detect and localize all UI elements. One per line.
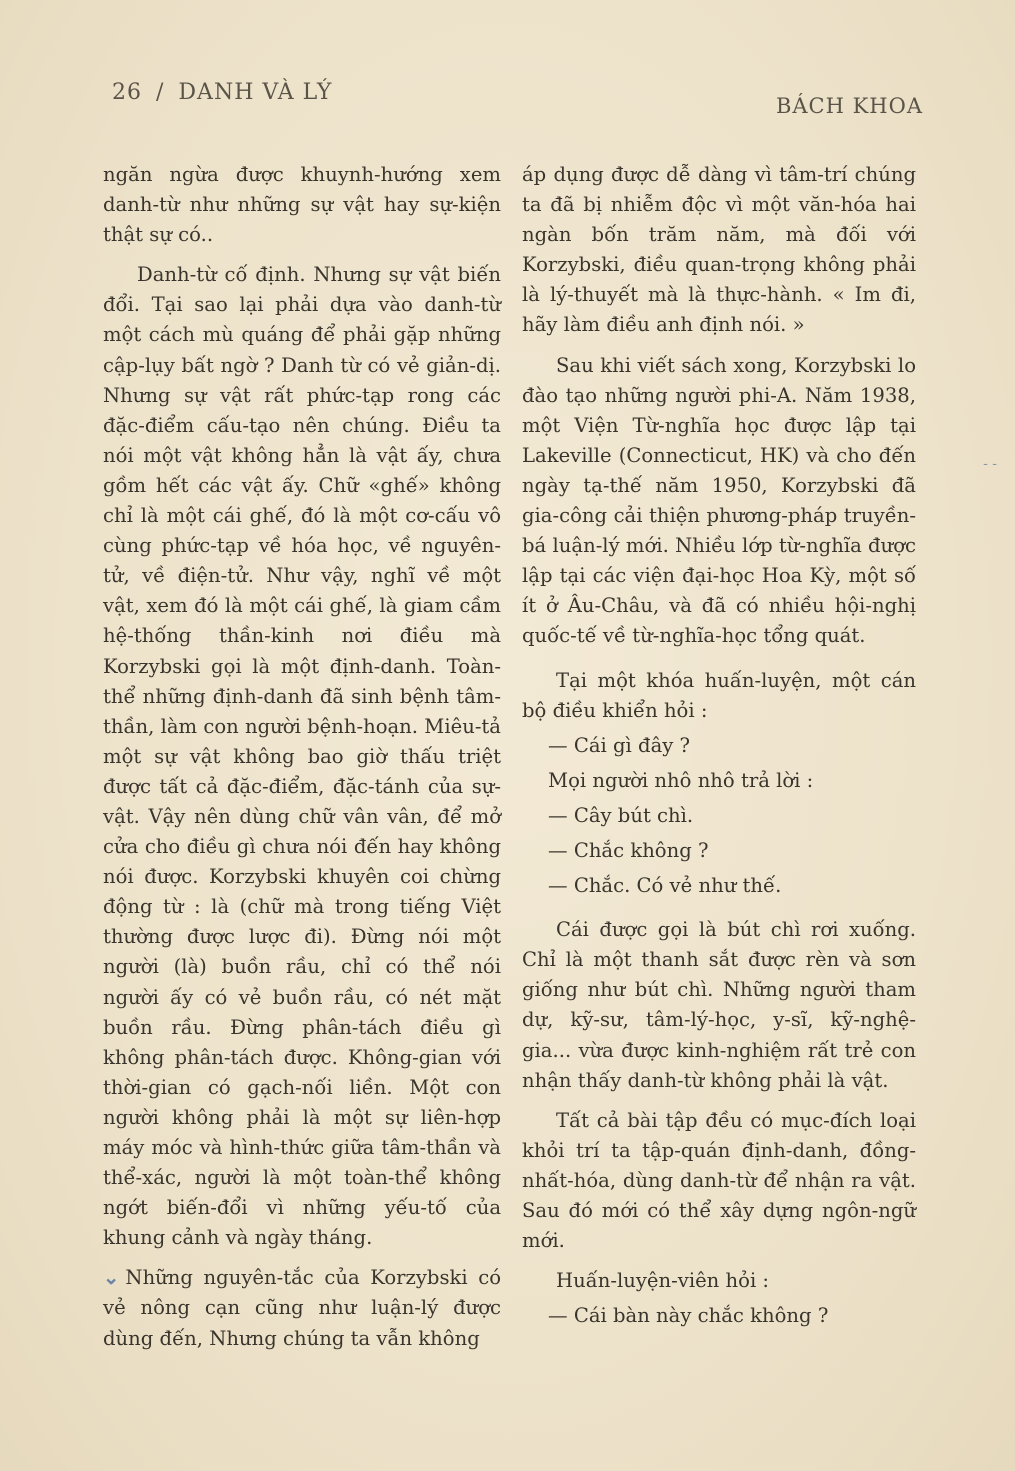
paragraph: Tại một khóa huấn-luyện, một cán bộ điều khiển hỏi : [522, 668, 916, 722]
dialogue-line: — Chắc. Có vẻ như thế. [548, 874, 782, 898]
right-column [522, 160, 916, 1331]
paragraph: ngăn ngừa được khuynh-hướng xem danh-từ như những sự vật hay sự-kiện thật sự có.. [103, 163, 501, 247]
annotation-mark: ⌄ [103, 1266, 120, 1290]
paragraph-text: Những nguyên-tắc của Korzybski có vẻ nông cạn cũng như luận-lý được dùng đến, Nhưng chúng ta vẫn không [103, 1266, 501, 1350]
dialogue-line: Mọi người nhô nhô trả lời : [548, 768, 814, 792]
paragraph: Cái được gọi là bút chì rơi xuống. Chỉ là một thanh sắt được rèn và sơn giống như bút chì. Những người tham dự, kỹ-sư, tâm-lý-học, y-sĩ, kỹ-nghệ-gia... vừa được kinh-nghiệm rất trẻ con nhận thấy danh-từ không phải là vật. [522, 918, 916, 1092]
running-head-left [112, 80, 332, 105]
margin-mark: ‐ ‐ [983, 456, 997, 472]
header-separator: / [156, 80, 165, 105]
publication-name: BÁCH KHOA [775, 94, 923, 118]
page-header [112, 80, 923, 120]
paragraph: áp dụng được dễ dàng vì tâm-trí chúng ta đã bị nhiễm độc vì một văn-hóa hai ngàn bốn trăm năm, mà đối với Korzybski, điều quan-trọng không phải là lý-thuyết mà là thực-hành. « Im đi, hãy làm điều anh định nói. » [522, 163, 916, 337]
left-column [103, 160, 501, 1354]
paragraph: Danh-từ cố định. Nhưng sự vật biến đổi. Tại sao lại phải dựa vào danh-từ một cách mù quáng để phải gặp những cập-lụy bất ngờ ? Danh từ có vẻ giản-dị. Nhưng sự vật rất phức-tạp rong các đặc-điểm cấu-tạo nên chúng. Điều ta nói một vật không hẳn là vật ấy, chưa gồm hết các vật ấy. Chữ «ghế» không chỉ là một cái ghế, đó là một cơ-cấu vô cùng phức-tạp về hóa học, về nguyên-tử, về điện-tử. Như vậy, nghĩ về một vật, xem đó là một cái ghế, là giam cầm hệ-thống thần-kinh nơi điều mà Korzybski gọi là một định-danh. Toàn-thể những định-danh đã sinh bệnh tâm-thần, làm con người bệnh-hoạn. Miêu-tả một sự vật không bao giờ thấu triệt được tất cả đặc-điểm, đặc-tánh của sự-vật. Vậy nên dùng chữ vân vân, để mở cửa cho điều gì chưa nói đến hay không nói được. Korzybski khuyên coi chừng động từ : là (chữ mà trong tiếng Việt thường được lược đi). Đừng nói một người (là) buồn rầu, chỉ có thể nói người ấy có vẻ buồn rầu, có nét mặt buồn rầu. Đừng phân-tách điều gì không phân-tách được. Không-gian với thời-gian có gạch-nối liền. Một con người không phải là một sự liên-hợp máy móc và hình-thức giữa tâm-thần và thể-xác, người là một toàn-thể không ngớt biến-đổi vì những yếu-tố của khung cảnh và ngày tháng. [103, 263, 501, 1250]
dialogue-line: — Cái bàn này chắc không ? [548, 1304, 829, 1328]
dialogue-line: — Cây bút chì. [548, 803, 694, 827]
section-title: DANH VÀ LÝ [178, 80, 333, 105]
dialogue-line: — Chắc không ? [548, 838, 709, 862]
paragraph: Huấn-luyện-viên hỏi : [556, 1269, 770, 1293]
page-number: 26 [112, 80, 142, 105]
paragraph: Sau khi viết sách xong, Korzybski lo đào tạo những người phi-A. Năm 1938, một Viện Từ-nghĩa học được lập tại Lakeville (Connecticut, HK) và cho đến ngày tạ-thế năm 1950, Korzybski đã gia-công cải thiện phương-pháp truyền-bá luận-lý mới. Nhiều lớp từ-nghĩa được lập tại các viện đại-học Hoa Kỳ, một số ít ở Âu-Châu, và đã có nhiều hội-nghị quốc-tế về từ-nghĩa-học tổng quát. [522, 353, 916, 648]
paragraph [103, 1263, 501, 1353]
dialogue-line: — Cái gì đây ? [548, 733, 691, 757]
paragraph: Tất cả bài tập đều có mục-đích loại khỏi trí ta tập-quán định-danh, đồng-nhất-hóa, dùng danh-từ để nhận ra vật. Sau đó mới có thể xây dựng ngôn-ngữ mới. [522, 1108, 916, 1253]
